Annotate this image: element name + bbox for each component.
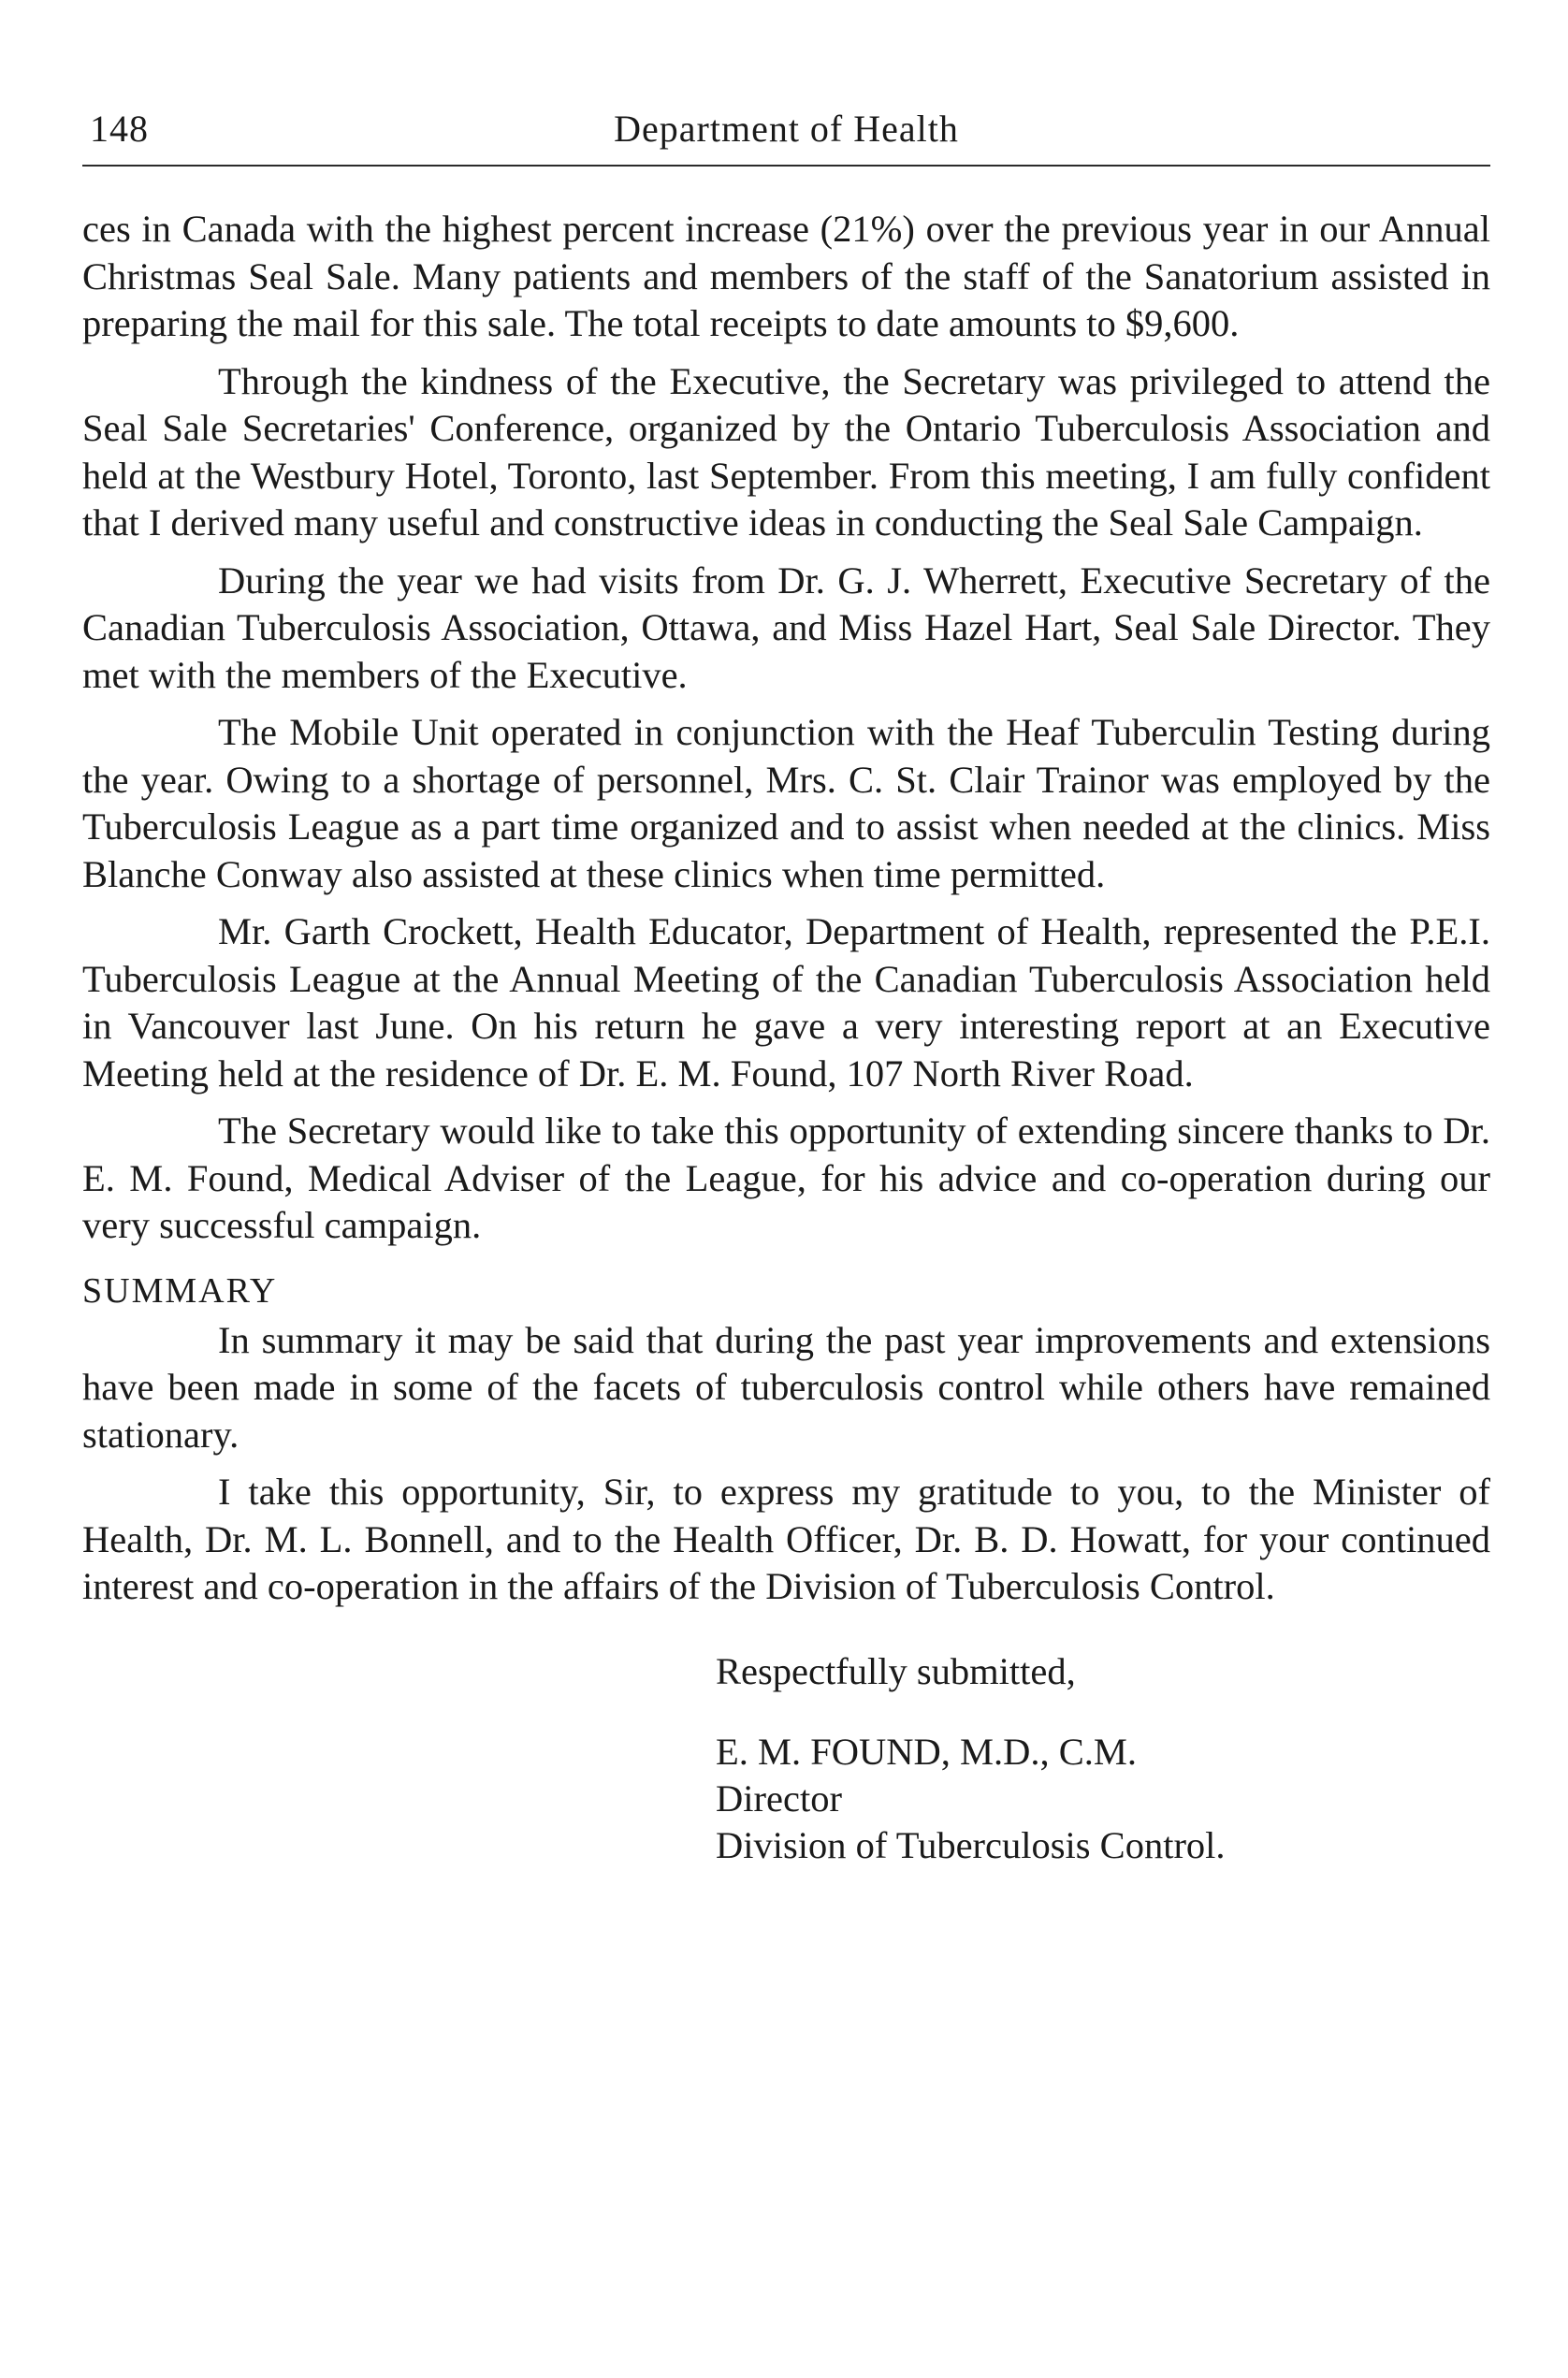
paragraph-seal-sale-results: ces in Canada with the highest percent increase (21%) over the previous year in our Annual Christmas Seal Sale. Many patients and members of the staff of the Sanatorium assisted in preparing the mail for this sale. The total receipts to date amounts to $9,600. <box>82 208 1490 344</box>
paragraph-gratitude: I take this opportunity, Sir, to express my gratitude to you, to the Minister of Health, Dr. M. L. Bonnell, and to the Health Officer, Dr. B. D. Howatt, for your continued interest and co-operation in the affairs of the Division of Tuberculosis Control. <box>82 1471 1490 1607</box>
paragraph-summary: In summary it may be said that during the past year improvements and extensions have been made in some of the facets of tuberculosis control while others have remained stationary. <box>82 1318 1490 1456</box>
signature-block <box>716 1648 1490 1869</box>
running-title: Department of Health <box>614 108 959 150</box>
paragraph-visits: During the year we had visits from Dr. G. J. Wherrett, Executive Secretary of the Canadian Tuberculosis Association, Ottawa, and Miss Hazel Hart, Seal Sale Director. They met with the members of the Executive. <box>82 558 1490 696</box>
paragraph-annual-meeting: Mr. Garth Crockett, Health Educator, Department of Health, represented the P.E.I. Tuberculosis League at the Annual Meeting of the Canadian Tuberculosis Association held in Vancouver last June. On his return he gave a very interesting report at an Executive Meeting held at the residence of Dr. E. M. Found, 107 North River Road. <box>82 910 1490 1095</box>
document-page <box>82 94 1490 1869</box>
page-number: 148 <box>90 108 149 150</box>
paragraph-thanks: The Secretary would like to take this opportunity of extending sincere thanks to Dr. E. M. Found, Medical Adviser of the League, for his advice and co-operation during our very successful campaign. <box>82 1109 1490 1246</box>
header-rule <box>82 165 1490 167</box>
signature-division: Division of Tuberculosis Control. <box>716 1823 1226 1866</box>
signature-title: Director <box>716 1776 842 1820</box>
signature-closing: Respectfully submitted, <box>716 1649 1076 1692</box>
signature-name: E. M. FOUND, M.D., C.M. <box>716 1730 1138 1773</box>
paragraph-mobile-unit: The Mobile Unit operated in conjunction with the Heaf Tuberculin Testing during the year. Owing to a shortage of personnel, Mrs. C. St. Clair Trainor was employed by the Tuberculosis League as a part time organized and to assist when needed at the clinics. Miss Blanche Conway also assisted at these clinics when time permitted. <box>82 711 1490 895</box>
paragraph-conference: Through the kindness of the Executive, the Secretary was privileged to attend the Seal Sale Secretaries' Conference, organized by the Ontario Tuberculosis Association and held at the Westbury Hotel, Toronto, last September. From this meeting, I am fully confident that I derived many useful and constructive ideas in conducting the Seal Sale Campaign. <box>82 359 1490 544</box>
page-header <box>82 94 1490 159</box>
body-text <box>82 206 1490 1611</box>
summary-heading: SUMMARY <box>82 1270 278 1311</box>
